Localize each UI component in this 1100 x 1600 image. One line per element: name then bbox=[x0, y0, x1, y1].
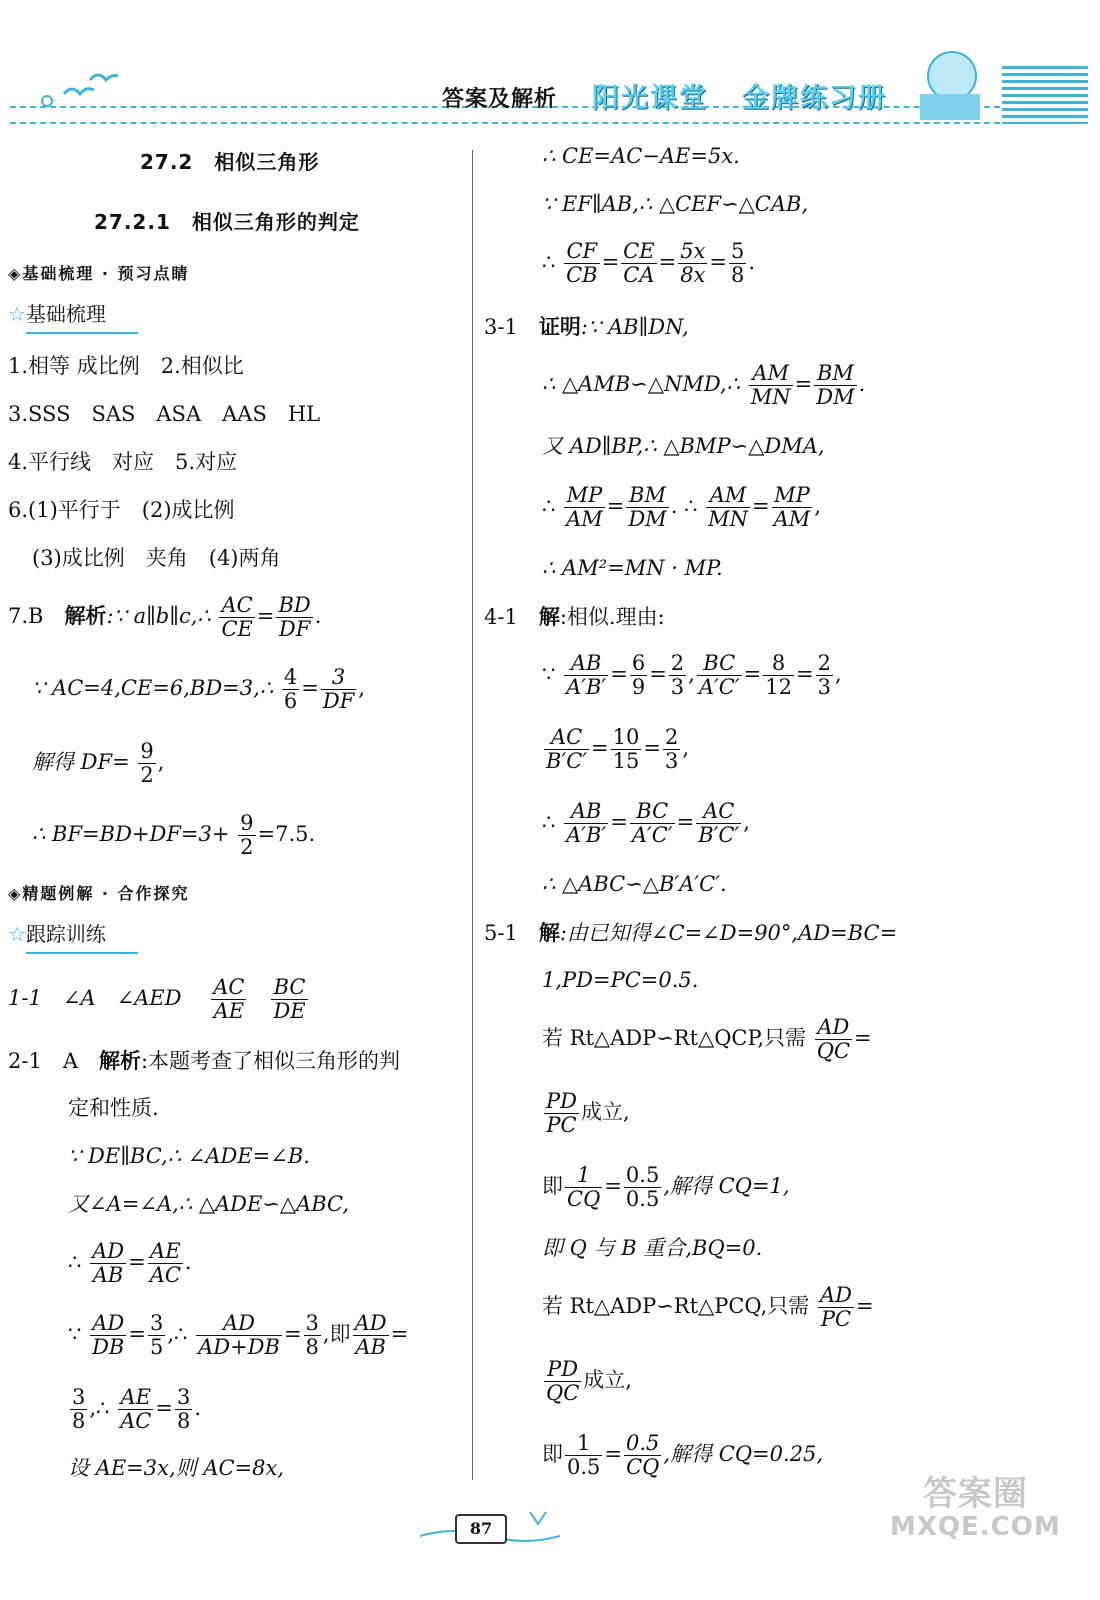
section-heading-basics: ◈基础梳理 · 预习点睛 bbox=[8, 264, 190, 283]
answer-line: ∵ DE∥BC,∴ ∠ADE=∠B. bbox=[68, 1144, 310, 1168]
answer-line: 又 AD∥BP,∴ △BMP∽△DMA, bbox=[542, 434, 825, 458]
fraction: $\frac{AD}{AD+DB}$ bbox=[198, 1311, 280, 1360]
answer-line: $\frac{3}{8}$ ,∴ $\frac{AE}{AC}$ = $\frac{3}{8}$ . bbox=[72, 1385, 202, 1434]
answer-line: 4-1 解:相似.理由: bbox=[484, 604, 665, 629]
answer-line: 6.(1)平行于 (2)成比例 bbox=[8, 498, 235, 522]
fraction: $\frac{AC}{CE}$ bbox=[221, 593, 253, 642]
fraction: $\frac{BC}{A'C'}$ bbox=[631, 799, 673, 848]
header-label: 答案及解析 bbox=[442, 87, 558, 112]
answer-line: 即 Q 与 B 重合,BQ=0. bbox=[542, 1236, 763, 1260]
answer-line: 若 Rt△ADP∽Rt△QCP,只需 $\frac{AD}{QC}$ = bbox=[542, 1015, 872, 1064]
fraction: $\frac{1}{CQ}$ bbox=[567, 1163, 601, 1212]
fraction: $\frac{9}{2}$ bbox=[240, 811, 254, 860]
fraction: $\frac{BM}{DM}$ bbox=[816, 361, 855, 410]
fraction: $\frac{2}{3}$ bbox=[665, 725, 679, 774]
seagull-icon bbox=[60, 68, 120, 108]
fraction: $\frac{5}{8}$ bbox=[731, 239, 745, 288]
fraction: $\frac{AD}{AB}$ bbox=[92, 1239, 125, 1288]
fraction: $\frac{3}{8}$ bbox=[72, 1385, 86, 1434]
answer-line: (3)成比例 夹角 (4)两角 bbox=[32, 546, 281, 570]
answer-line: ∴ CE=AC−AE=5x. bbox=[542, 144, 740, 168]
answer-line: $\frac{PD}{QC}$ 成立, bbox=[546, 1357, 632, 1406]
header-stripes bbox=[1002, 66, 1088, 124]
page-header bbox=[10, 60, 1090, 130]
page-number: 87 bbox=[455, 1514, 507, 1544]
fraction: $\frac{CE}{CA}$ bbox=[623, 239, 655, 288]
star-icon: ☆ bbox=[8, 922, 26, 946]
globe-icon bbox=[910, 36, 990, 126]
answer-line: 1.相等 成比例 2.相似比 bbox=[8, 354, 244, 378]
answer-line: 4.平行线 对应 5.对应 bbox=[8, 450, 238, 474]
fraction: $\frac{5x}{8x}$ bbox=[680, 239, 706, 288]
header-brand-2: 金牌练习册 bbox=[742, 83, 887, 114]
star-icon: ☆ bbox=[8, 302, 26, 326]
fraction: $\frac{BD}{DF}$ bbox=[278, 593, 311, 642]
answer-line: ∴ $\frac{AD}{AB}$ = $\frac{AE}{AC}$ . bbox=[68, 1239, 192, 1288]
answer-line: ∴ BF=BD+DF=3+ $\frac{9}{2}$ =7.5. bbox=[32, 811, 316, 860]
diamond-icon: ◈ bbox=[8, 884, 23, 903]
answer-line: 1,PD=PC=0.5. bbox=[542, 968, 699, 992]
fraction: $\frac{AC}{AE}$ bbox=[213, 975, 245, 1024]
answer-line: ∴ △ABC∽△B′A′C′. bbox=[542, 872, 727, 896]
fraction: $\frac{AC}{B'C'}$ bbox=[546, 725, 588, 774]
fraction: $\frac{AD}{AB}$ bbox=[354, 1311, 387, 1360]
answer-line: 1-1 ∠A ∠AED $\frac{AC}{AE}$ $\frac{BC}{DE}$ bbox=[8, 975, 306, 1024]
answer-line: 又∠A=∠A,∴ △ADE∽△ABC, bbox=[68, 1192, 350, 1216]
sub-heading-underline bbox=[26, 952, 138, 954]
fraction: $\frac{AD}{DB}$ bbox=[92, 1311, 125, 1360]
fraction: $\frac{10}{15}$ bbox=[612, 725, 640, 774]
fraction: $\frac{AD}{QC}$ bbox=[816, 1015, 851, 1064]
answer-line: ∵ $\frac{AB}{A'B'}$ = $\frac{6}{9}$ = $\frac{2}{3}$ , $\frac{BC}{A'C'}$ = $\frac{8}{12}$ = $\frac{2}{3}$ , bbox=[542, 651, 842, 700]
fraction: $\frac{AM}{MN}$ bbox=[750, 361, 791, 410]
page-footer bbox=[420, 1508, 560, 1544]
answer-line: 解得 DF= $\frac{9}{2}$ , bbox=[32, 739, 165, 788]
fraction: $\frac{3}{5}$ bbox=[149, 1311, 164, 1360]
diamond-icon: ◈ bbox=[8, 264, 23, 283]
fraction: $\frac{AD}{PC}$ bbox=[819, 1283, 852, 1332]
answer-line: ∴ $\frac{CF}{CB}$ = $\frac{CE}{CA}$ = $\frac{5x}{8x}$ = $\frac{5}{8}$ . bbox=[542, 239, 756, 288]
fraction: $\frac{AC}{B'C'}$ bbox=[698, 799, 740, 848]
fraction: $\frac{AB}{A'B'}$ bbox=[566, 799, 607, 848]
fraction: $\frac{6}{9}$ bbox=[631, 651, 646, 700]
fraction: $\frac{3}{DF}$ bbox=[322, 665, 355, 714]
answer-line: 即 $\frac{1}{0.5}$ = $\frac{0.5}{CQ}$ ,解得 CQ=0.25, bbox=[542, 1431, 824, 1480]
fraction: $\frac{MP}{AM}$ bbox=[566, 483, 603, 532]
fraction: $\frac{2}{3}$ bbox=[817, 651, 831, 700]
answer-line: 设 AE=3x,则 AC=8x, bbox=[68, 1456, 285, 1480]
fraction: $\frac{PD}{QC}$ bbox=[546, 1357, 580, 1406]
fraction: $\frac{8}{12}$ bbox=[765, 651, 792, 700]
section-heading-examples: ◈精题例解 · 合作探究 bbox=[8, 884, 190, 903]
answer-line: ∴ AM²=MN · MP. bbox=[542, 556, 723, 580]
fraction: $\frac{3}{8}$ bbox=[176, 1385, 191, 1434]
fraction: $\frac{BM}{DM}$ bbox=[628, 483, 667, 532]
answer-line: ∵ $\frac{AD}{DB}$ = $\frac{3}{5}$ ,∴ $\frac{AD}{AD+DB}$ = $\frac{3}{8}$ ,即 $\frac{AD}{AB}$ = bbox=[68, 1311, 409, 1360]
section-title: 27.2 相似三角形 bbox=[140, 150, 320, 174]
answer-line: ∵ AC=4,CE=6,BD=3,∴ $\frac{4}{6}$ = $\frac{3}{DF}$ , bbox=[32, 665, 365, 714]
answer-line: 2-1 A 解析:本题考查了相似三角形的判 bbox=[8, 1048, 401, 1073]
fraction: $\frac{2}{3}$ bbox=[670, 651, 685, 700]
fraction: $\frac{4}{6}$ bbox=[283, 665, 298, 714]
answer-line: 3-1 证明:∵ AB∥DN, bbox=[484, 314, 689, 339]
header-brand: 阳光课堂 bbox=[592, 83, 708, 114]
fraction: $\frac{0.5}{CQ}$ bbox=[626, 1431, 660, 1480]
answer-line: $\frac{PD}{PC}$ 成立, bbox=[546, 1089, 630, 1138]
fraction: $\frac{1}{0.5}$ bbox=[567, 1431, 601, 1480]
answer-line: 3.SSS SAS ASA AAS HL bbox=[8, 402, 321, 426]
answer-line: ∴ $\frac{MP}{AM}$ = $\frac{BM}{DM}$ . ∴ $\frac{AM}{MN}$ = $\frac{MP}{AM}$ , bbox=[542, 483, 821, 532]
sub-heading-underline bbox=[26, 332, 138, 334]
answer-line: 即 $\frac{1}{CQ}$ = $\frac{0.5}{0.5}$ ,解得 CQ=1, bbox=[542, 1163, 790, 1212]
answer-line: 5-1 解:由已知得∠C=∠D=90°,AD=BC= bbox=[484, 920, 898, 945]
fraction: $\frac{AB}{A'B'}$ bbox=[566, 651, 607, 700]
answer-line: $\frac{AC}{B'C'}$ = $\frac{10}{15}$ = $\frac{2}{3}$ , bbox=[546, 725, 690, 774]
answer-line: 定和性质. bbox=[68, 1096, 159, 1120]
fraction: $\frac{BC}{A'C'}$ bbox=[698, 651, 740, 700]
subsection-title: 27.2.1 相似三角形的判定 bbox=[94, 210, 360, 234]
answer-line: ∵ EF∥AB,∴ △CEF∽△CAB, bbox=[542, 192, 809, 216]
fraction: $\frac{BC}{DE}$ bbox=[273, 975, 306, 1024]
watermark: 答案圈 MXQE.COM bbox=[890, 1474, 1061, 1543]
fraction: $\frac{0.5}{0.5}$ bbox=[625, 1163, 660, 1212]
fraction: $\frac{CF}{CB}$ bbox=[566, 239, 598, 288]
fraction: $\frac{AE}{AC}$ bbox=[149, 1239, 181, 1288]
fraction: $\frac{MP}{AM}$ bbox=[773, 483, 811, 532]
fraction: $\frac{AE}{AC}$ bbox=[120, 1385, 152, 1434]
answer-line: ∴ △AMB∽△NMD,∴ $\frac{AM}{MN}$ = $\frac{BM}{DM}$ . bbox=[542, 361, 866, 410]
fraction: $\frac{PD}{PC}$ bbox=[546, 1089, 577, 1138]
answer-line: 若 Rt△ADP∽Rt△PCQ,只需 $\frac{AD}{PC}$ = bbox=[542, 1283, 874, 1332]
fraction: $\frac{AM}{MN}$ bbox=[708, 483, 749, 532]
fraction: $\frac{3}{8}$ bbox=[305, 1311, 319, 1360]
answer-line: 7.B 解析:∵ a∥b∥c,∴ $\frac{AC}{CE}$ = $\frac{BD}{DF}$ . bbox=[8, 593, 322, 642]
fraction: $\frac{9}{2}$ bbox=[140, 739, 154, 788]
column-divider bbox=[472, 150, 473, 1480]
answer-line: ∴ $\frac{AB}{A'B'}$ = $\frac{BC}{A'C'}$ = $\frac{AC}{B'C'}$ , bbox=[542, 799, 750, 848]
